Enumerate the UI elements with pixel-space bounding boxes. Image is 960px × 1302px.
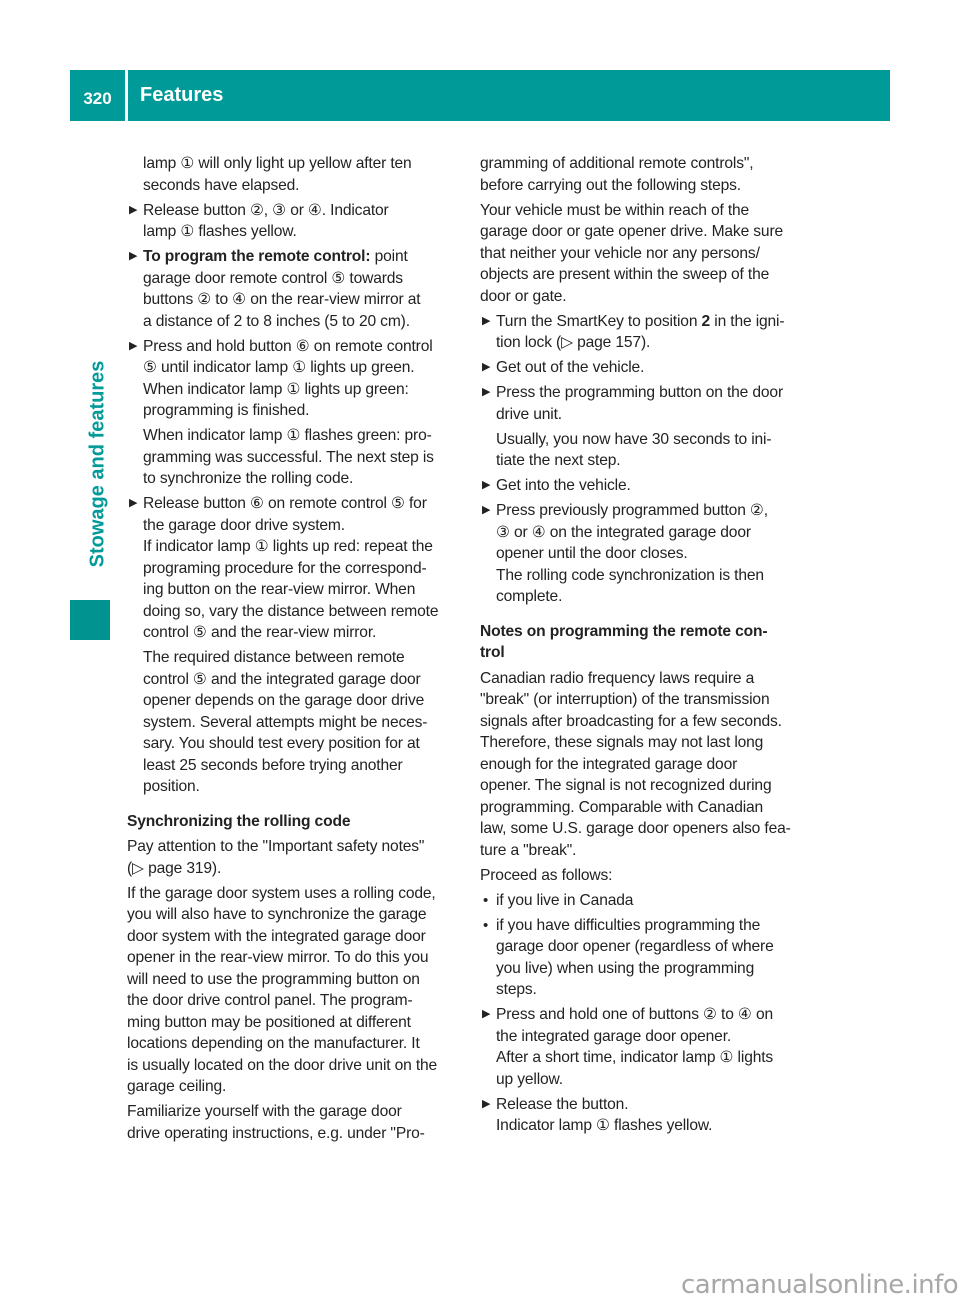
text-line: Get into the vehicle. bbox=[496, 477, 631, 494]
text-line: that neither your vehicle nor any persons/ bbox=[480, 244, 760, 262]
paragraph bbox=[127, 425, 462, 490]
text-line: tiate the next step. bbox=[496, 452, 621, 469]
text-line bbox=[496, 311, 815, 333]
text-segment: Turn the SmartKey to position bbox=[496, 312, 702, 330]
text-line: programming. Comparable with Canadian bbox=[480, 798, 764, 816]
text-line: door system with the integrated garage door bbox=[127, 927, 426, 945]
text-line: opener. The signal is not recognized during bbox=[480, 777, 772, 794]
text-line: signals after broadcasting for a few seconds. bbox=[480, 712, 782, 730]
bullet-arrow-icon: ▶ bbox=[129, 250, 138, 262]
text-line: Press the programming button on the door bbox=[496, 384, 783, 401]
paragraph bbox=[127, 836, 462, 879]
text-line: garage door remote control ⑤ towards bbox=[143, 269, 403, 287]
text-line: Press and hold one of buttons ② to ④ on bbox=[496, 1006, 773, 1023]
text-line: (▷ page 319). bbox=[127, 859, 222, 877]
list-item bbox=[127, 246, 462, 332]
text-line: the garage door drive system. bbox=[143, 516, 345, 534]
text-line: garage door opener (regardless of where bbox=[496, 938, 774, 955]
text-line: if you have difficulties programming the bbox=[496, 916, 761, 934]
text-line: up yellow. bbox=[496, 1070, 563, 1088]
text-line: law, some U.S. garage door openers also fea- bbox=[480, 820, 791, 837]
text-line: locations depending on the manufacturer. It bbox=[127, 1035, 420, 1052]
list-item bbox=[480, 382, 815, 425]
text-line: the integrated garage door opener. bbox=[496, 1027, 732, 1045]
bullet-arrow-icon: ▶ bbox=[482, 361, 491, 373]
text-line: least 25 seconds before trying another bbox=[143, 756, 403, 774]
section-heading bbox=[480, 621, 815, 664]
header-divider bbox=[125, 70, 128, 121]
text-line: garage door or gate opener drive. Make sure bbox=[480, 223, 784, 240]
text-line: is usually located on the door drive unit on the bbox=[127, 1056, 438, 1074]
text-line: Release the button. bbox=[496, 1095, 629, 1113]
text-line: lamp ① will only light up yellow after ten bbox=[143, 155, 412, 172]
paragraph bbox=[127, 153, 462, 196]
paragraph bbox=[480, 865, 815, 887]
text-line: Release button ⑥ on remote control ⑤ for bbox=[143, 495, 427, 512]
list-item bbox=[480, 1094, 815, 1137]
paragraph bbox=[127, 1101, 462, 1144]
text-line: trol bbox=[480, 644, 505, 661]
text-line: Proceed as follows: bbox=[480, 866, 613, 884]
page-number: 320 bbox=[83, 89, 112, 108]
text-line: "break" (or interruption) of the transmission bbox=[480, 691, 770, 708]
text-line: Your vehicle must be within reach of the bbox=[480, 201, 750, 219]
paragraph bbox=[127, 647, 462, 798]
section-heading bbox=[127, 811, 462, 833]
bold-text: To program the remote control: bbox=[143, 248, 371, 265]
text-line: you will also have to synchronize the garage bbox=[127, 906, 427, 923]
bullet-arrow-icon: ▶ bbox=[482, 1008, 491, 1020]
text-line: a distance of 2 to 8 inches (5 to 20 cm). bbox=[143, 312, 410, 330]
text-line: opener until the door closes. bbox=[496, 545, 688, 562]
text-line: if you live in Canada bbox=[496, 891, 634, 909]
text-line: If indicator lamp ① lights up red: repeat the bbox=[143, 538, 433, 555]
text-line: When indicator lamp ① flashes green: pro- bbox=[143, 427, 432, 444]
list-item bbox=[127, 336, 462, 422]
bullet-arrow-icon: ▶ bbox=[129, 339, 138, 352]
text-line: to synchronize the rolling code. bbox=[143, 470, 354, 487]
list-item bbox=[480, 890, 815, 912]
list-item bbox=[480, 475, 815, 497]
text-line: objects are present within the sweep of the bbox=[480, 266, 770, 283]
text-line: gramming of additional remote controls", bbox=[480, 155, 754, 172]
text-line: When indicator lamp ① lights up green: bbox=[143, 380, 409, 398]
bullet-arrow-icon: ▶ bbox=[482, 1097, 491, 1110]
bullet-arrow-icon: ▶ bbox=[482, 504, 491, 516]
watermark: carmanualsonline.info bbox=[681, 1270, 959, 1300]
text-line: Usually, you now have 30 seconds to ini- bbox=[496, 430, 772, 448]
bullet-arrow-icon: ▶ bbox=[129, 203, 138, 216]
text-line: Press previously programmed button ②, bbox=[496, 502, 768, 519]
text-line: Therefore, these signals may not last long bbox=[480, 734, 764, 751]
side-tab-marker bbox=[70, 600, 110, 640]
text-line: Notes on programming the remote con- bbox=[480, 622, 768, 640]
text-line: ③ or ④ on the integrated garage door bbox=[496, 523, 751, 541]
text-line: If the garage door system uses a rolling code, bbox=[127, 884, 436, 902]
text-line: Synchronizing the rolling code bbox=[127, 812, 351, 830]
text-line: buttons ② to ④ on the rear-view mirror at bbox=[143, 291, 421, 308]
paragraph bbox=[480, 153, 815, 196]
text-line: enough for the integrated garage door bbox=[480, 755, 738, 773]
list-item bbox=[480, 500, 815, 608]
text-line: complete. bbox=[496, 588, 563, 605]
text-line: the door drive control panel. The program- bbox=[127, 992, 413, 1009]
list-item bbox=[480, 311, 815, 354]
bold-text: 2 bbox=[701, 312, 711, 330]
text-line: steps. bbox=[496, 981, 537, 998]
side-tab-label: Stowage and features bbox=[86, 360, 109, 568]
text-line: Get out of the vehicle. bbox=[496, 359, 645, 376]
text-line: Release button ②, ③ or ④. Indicator bbox=[143, 201, 389, 219]
text-line: doing so, vary the distance between remote bbox=[143, 602, 439, 620]
text-line: garage ceiling. bbox=[127, 1078, 227, 1095]
text-line: gramming was successful. The next step is bbox=[143, 448, 434, 466]
text-segment: in the igni- bbox=[710, 312, 785, 330]
text-line: Canadian radio frequency laws require a bbox=[480, 669, 755, 687]
text-line: will need to use the programming button on bbox=[127, 970, 420, 988]
text-line: position. bbox=[143, 778, 200, 795]
bullet-arrow-icon: ▶ bbox=[482, 479, 491, 491]
text-line: drive operating instructions, e.g. under "Pro- bbox=[127, 1124, 425, 1142]
paragraph bbox=[480, 429, 815, 472]
list-item bbox=[480, 1004, 815, 1090]
list-item bbox=[127, 200, 462, 243]
paragraph bbox=[127, 883, 462, 1098]
text-line: The rolling code synchronization is then bbox=[496, 566, 764, 584]
left-column bbox=[127, 153, 462, 1148]
text-line: ⑤ until indicator lamp ① lights up green. bbox=[143, 359, 415, 376]
text-line: Familiarize yourself with the garage door bbox=[127, 1103, 402, 1120]
text-line: programing procedure for the correspond- bbox=[143, 559, 427, 577]
paragraph bbox=[480, 668, 815, 862]
text-line: The required distance between remote bbox=[143, 649, 405, 666]
list-item bbox=[480, 357, 815, 379]
text-line: drive unit. bbox=[496, 405, 562, 423]
text-line: opener depends on the garage door drive bbox=[143, 692, 425, 709]
text-line: Press and hold button ⑥ on remote control bbox=[143, 337, 433, 355]
bullet-arrow-icon: ▶ bbox=[482, 314, 491, 327]
text-line: you live) when using the programming bbox=[496, 959, 755, 977]
bullet-arrow-icon: ▶ bbox=[482, 386, 491, 398]
text-line: ming button may be positioned at different bbox=[127, 1013, 411, 1031]
section-title: Features bbox=[140, 84, 224, 106]
bullet-dot-icon: • bbox=[483, 891, 489, 909]
text-line bbox=[143, 246, 462, 268]
list-item bbox=[127, 493, 462, 644]
list-item bbox=[480, 915, 815, 1001]
paragraph bbox=[480, 200, 815, 308]
text-line: After a short time, indicator lamp ① lights bbox=[496, 1049, 774, 1066]
right-column bbox=[480, 153, 815, 1140]
text-line: seconds have elapsed. bbox=[143, 176, 300, 194]
text-line: programming is finished. bbox=[143, 402, 310, 419]
text-line: sary. You should test every position for at bbox=[143, 735, 420, 752]
text-line: Indicator lamp ① flashes yellow. bbox=[496, 1117, 713, 1134]
text-line: ture a "break". bbox=[480, 841, 577, 859]
text-line: system. Several attempts might be neces- bbox=[143, 713, 428, 731]
text-line: tion lock (▷ page 157). bbox=[496, 334, 651, 351]
text-line: lamp ① flashes yellow. bbox=[143, 223, 297, 240]
text-line: opener in the rear-view mirror. To do this you bbox=[127, 949, 429, 966]
text-segment: point bbox=[370, 248, 408, 265]
text-line: door or gate. bbox=[480, 287, 567, 305]
text-line: ing button on the rear-view mirror. When bbox=[143, 581, 416, 598]
text-line: control ⑤ and the integrated garage door bbox=[143, 670, 421, 688]
text-line: Pay attention to the "Important safety notes" bbox=[127, 838, 425, 855]
text-line: before carrying out the following steps. bbox=[480, 176, 741, 194]
text-line: control ⑤ and the rear-view mirror. bbox=[143, 624, 377, 641]
bullet-arrow-icon: ▶ bbox=[129, 497, 138, 509]
bullet-dot-icon: • bbox=[483, 916, 489, 934]
